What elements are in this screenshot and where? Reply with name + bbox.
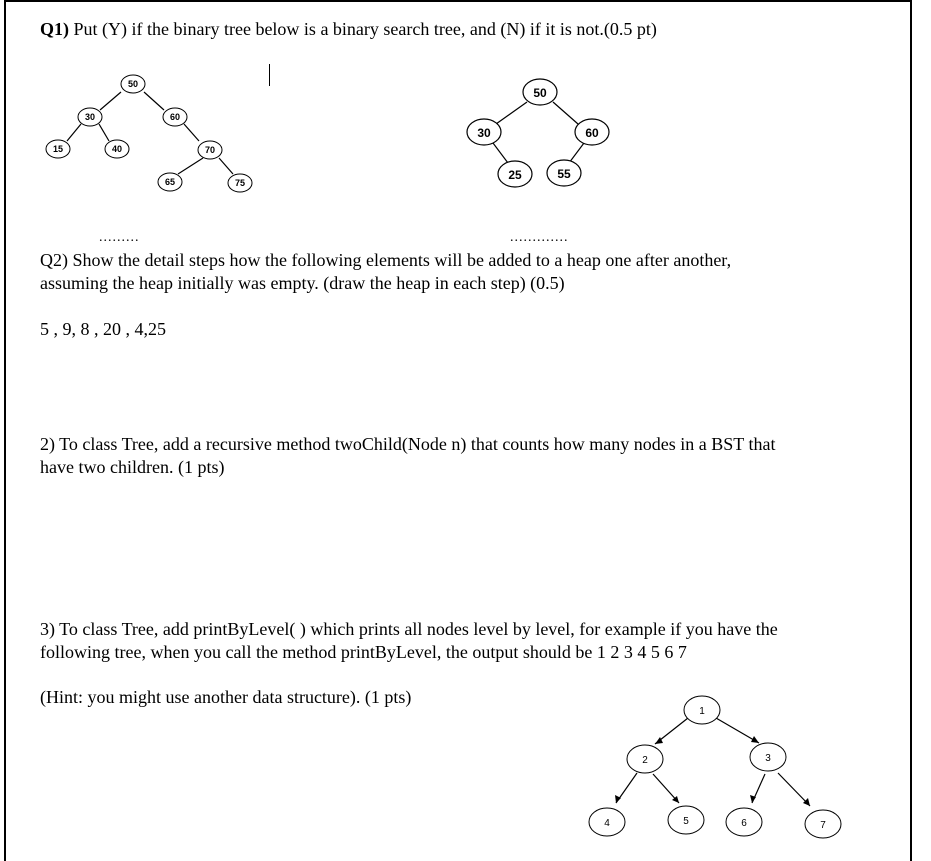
- tree1-node-label: 40: [111, 144, 123, 154]
- question-2-line-2: assuming the heap initially was empty. (draw the heap in each step) (0.5): [40, 273, 565, 293]
- tree1-node-label: 60: [169, 112, 181, 122]
- tree2-node-label: 60: [585, 126, 599, 140]
- tree1-node-label: 70: [204, 145, 216, 155]
- tree2-edge: [569, 143, 584, 163]
- tree2-node-label: 50: [533, 86, 547, 100]
- tree3-node-label: 4: [604, 818, 610, 829]
- tree1-node-label: 15: [52, 144, 64, 154]
- tree2-node-label: 30: [477, 126, 491, 140]
- question-4-hint: (Hint: you might use another data structure). (1 pts): [40, 687, 412, 707]
- tree3-node-label: 2: [642, 755, 648, 766]
- answer-blank-1: .........: [99, 230, 140, 245]
- answer-blank-2: .............: [510, 230, 569, 245]
- tree1-edge: [100, 92, 121, 110]
- tree2-edge: [553, 102, 578, 124]
- tree3-node-label: 6: [741, 818, 747, 829]
- question-1-text: Put (Y) if the binary tree below is a binary search tree, and (N) if it is not.(0.5 pt): [69, 19, 657, 39]
- heap-elements: 5 , 9, 8 , 20 , 4,25: [40, 319, 166, 339]
- question-1-label: Q1): [40, 19, 69, 39]
- tree1-edge: [99, 124, 109, 141]
- tree3-node-label: 5: [683, 816, 689, 827]
- tree1-edge: [144, 92, 164, 110]
- question-2-line-1: Q2) Show the detail steps how the following elements will be added to a heap one after another,: [40, 250, 732, 270]
- tree3-node-label: 7: [820, 820, 826, 831]
- tree1-edge: [178, 158, 203, 174]
- tree1-node-label: 75: [234, 178, 246, 188]
- tree3-node-label: 3: [765, 753, 771, 764]
- tree3-node-label: 1: [699, 706, 705, 717]
- question-4-line-1: 3) To class Tree, add printByLevel( ) which prints all nodes level by level, for example if you have the: [40, 619, 778, 639]
- tree1-edge: [67, 124, 81, 141]
- question-3-line-1: 2) To class Tree, add a recursive method twoChild(Node n) that counts how many nodes in a BST that: [40, 434, 776, 454]
- tree1-edge: [219, 158, 233, 174]
- tree1-edge: [184, 124, 199, 141]
- tree1-node-label: 65: [164, 177, 176, 187]
- tree2-edge: [496, 102, 527, 124]
- tree2-node-label: 55: [557, 167, 571, 181]
- question-4-line-2: following tree, when you call the method printByLevel, the output should be 1 2 3 4 5 6 7: [40, 642, 687, 662]
- question-3-line-2: have two children. (1 pts): [40, 457, 225, 477]
- tree1-node-label: 50: [127, 79, 139, 89]
- tree2-node-label: 25: [508, 168, 522, 182]
- tree1-node-label: 30: [84, 112, 96, 122]
- tree2-edge: [493, 143, 508, 163]
